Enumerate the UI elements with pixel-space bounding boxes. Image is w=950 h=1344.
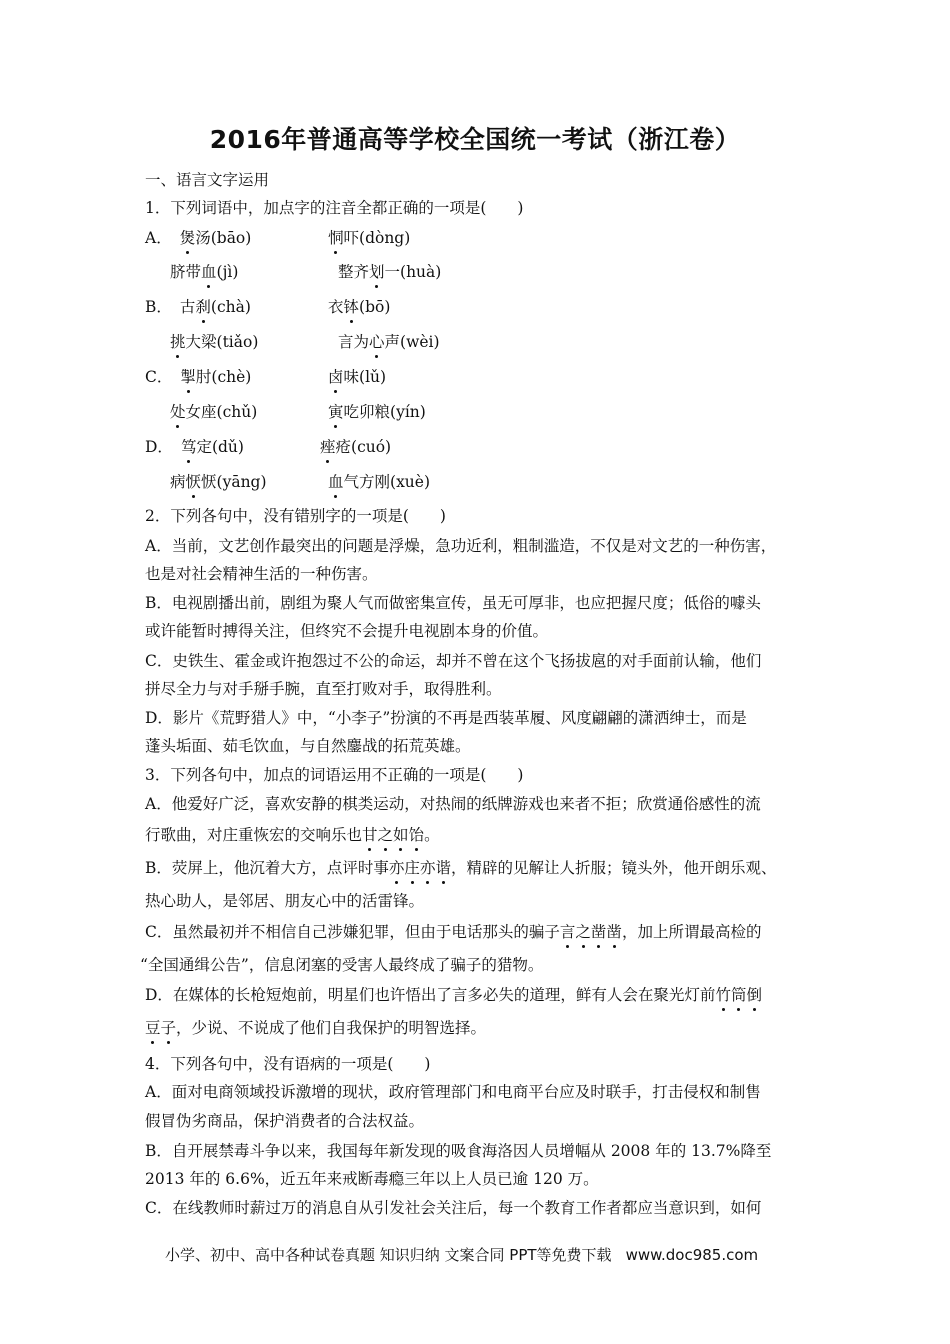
dotted-char: 卤 (328, 368, 344, 386)
dotted-char: 饴 (408, 826, 425, 844)
dotted-char: 竹 (715, 986, 731, 1004)
dotted-char: 血 (328, 473, 344, 491)
page-title: 2016年普通高等学校全国统一考试（浙江卷） (209, 125, 741, 154)
q1-option-b-row2: 挑大梁(tiǎo) 言为心声(wèi) (170, 333, 440, 351)
question-1-stem: 1．下列词语中，加点字的注音全都正确的一项是( ) (145, 199, 524, 217)
q4-option-b-line2: 2013 年的 6.6%，近五年来戒断毒瘾三年以上人员已逾 120 万。 (145, 1170, 599, 1188)
dotted-char: 处 (170, 403, 186, 421)
q4-option-a-line1: A．面对电商领域投诉激增的现状，政府管理部门和电商平台应及时联手，打击侵权和制售 (145, 1083, 761, 1101)
q2-option-d-line1: D．影片《荒野猎人》中，“小李子”扮演的不再是西装革履、风度翩翩的潇洒绅士，而是 (145, 709, 747, 727)
q1-option-a-word4: 整齐划一(huà) (338, 263, 442, 281)
q2-option-c-line1: C．史铁生、霍金或许抱怨过不公的命运，却并不曾在这个飞扬拔扈的对手面前认输，他们 (145, 652, 762, 670)
dotted-char: 心 (369, 333, 385, 351)
q1-option-b-row1: B． 古刹(chà) 衣钵(bō) (145, 298, 391, 316)
question-2-stem: 2．下列各句中，没有错别字的一项是( ) (145, 507, 446, 525)
dotted-char: 笃 (180, 438, 197, 456)
footer-link[interactable]: www.doc985.com (625, 1246, 759, 1264)
dotted-char: 之 (377, 826, 394, 844)
dotted-phrase (560, 923, 622, 941)
q1-option-c-row2: 处女座(chǔ) 寅吃卯粮(yín) (170, 403, 426, 421)
q1-option-b-word2: 衣钵(bō) (328, 298, 391, 316)
q4-option-b-line1: B．自开展禁毒斗争以来，我国每年新发现的吸食海洛因人员增幅从 2008 年的 13.7%降至 (145, 1142, 772, 1160)
dotted-char: 豆 (145, 1019, 161, 1037)
dotted-char: 凿 (606, 923, 622, 941)
q4-option-a-line2: 假冒伪劣商品，保护消费者的合法权益。 (145, 1112, 425, 1130)
q3-option-d-line1: D．在媒体的长枪短炮前，明星们也许悟出了言多必失的道理，鲜有人会在聚光灯前竹筒倒 (145, 986, 762, 1004)
dotted-phrase (145, 1019, 176, 1037)
footer (165, 1244, 758, 1265)
q1-option-c-word4: 寅吃卯粮(yín) (328, 403, 426, 421)
q4-option-c-line1: C．在线教师时薪过万的消息自从引发社会关注后，每一个教育工作者都应当意识到，如何 (145, 1199, 762, 1217)
dotted-phrase (362, 826, 424, 844)
dotted-char: 血 (201, 263, 217, 281)
q1-option-label: A． (145, 229, 172, 247)
q1-option-c-word2: 卤味(lǔ) (328, 368, 387, 386)
dotted-char: 煲 (179, 229, 196, 247)
q2-option-b-line2: 或许能暂时搏得关注，但终究不会提升电视剧本身的价值。 (145, 622, 549, 640)
q3-option-c-line1: C．虽然最初并不相信自己涉嫌犯罪，但由于电话那头的骗子言之凿凿，加上所谓最高检的 (145, 923, 762, 941)
dotted-char: 言 (559, 923, 576, 941)
q1-option-b-word4: 言为心声(wèi) (338, 333, 440, 351)
q1-option-a-word2: 恫吓(dòng) (328, 229, 411, 247)
dotted-char: 钵 (343, 298, 360, 316)
q1-option-c-row1: C． 掣肘(chè) 卤味(lǔ) (145, 368, 387, 386)
dotted-char: 庄 (404, 859, 420, 877)
q1-option-d-word2: 痤疮(cuó) (320, 438, 392, 456)
dotted-char: 谐 (435, 859, 451, 877)
dotted-char: 甘 (362, 826, 378, 844)
dotted-char: 挑 (170, 333, 186, 351)
q2-option-a-line2: 也是对社会精神生活的一种伤害。 (145, 565, 378, 583)
q3-option-c-line2: “全国通缉公告”，信息闭塞的受害人最终成了骗子的猎物。 (140, 956, 544, 974)
q1-option-a-row1: A． 煲汤(bāo) 恫吓(dòng) (145, 229, 411, 247)
q1-option-d-row1: D． 笃定(dǔ) 痤疮(cuó) (145, 438, 392, 456)
dotted-char: 筒 (730, 986, 747, 1004)
dotted-char: 亦 (419, 859, 436, 877)
q2-option-a-line1: A．当前，文艺创作最突出的问题是浮燥，急功近利，粗制滥造，不仅是对文艺的一种伤害， (145, 537, 777, 555)
q2-option-b-line1: B．电视剧播出前，剧组为聚人气而做密集宣传，虽无可厚非，也应把握尺度；低俗的噱头 (145, 594, 761, 612)
dotted-phrase (715, 986, 762, 1004)
q2-option-d-line2: 蓬头垢面、茹毛饮血，与自然鏖战的拓荒英雄。 (145, 737, 471, 755)
dotted-char: 如 (393, 826, 409, 844)
q3-option-b-line2: 热心助人，是邻居、朋友心中的活雷锋。 (145, 892, 425, 910)
dotted-char: 亦 (388, 859, 405, 877)
q3-option-b-line1: B．荧屏上，他沉着大方，点评时事亦庄亦谐，精辟的见解让人折服；镜头外，他开朗乐观、 (145, 859, 777, 877)
dotted-char: 寅 (328, 403, 344, 421)
dotted-char: 子 (160, 1019, 177, 1037)
footer-text: 小学、初中、高中各种试卷真题 知识归纳 文案合同 PPT等免费下载 (165, 1246, 612, 1264)
q3-option-a-line1: A．他爱好广泛，喜欢安静的棋类运动，对热闹的纸牌游戏也来者不拒；欣赏通俗感性的流 (145, 795, 761, 813)
q1-option-a-row2: 脐带血(jì) 整齐划一(huà) (170, 263, 442, 281)
q3-option-a-line2: 行歌曲，对庄重恢宏的交响乐也甘之如饴。 (145, 826, 440, 844)
q1-option-d-row2: 病恹恹(yāng) 血气方刚(xuè) (170, 473, 431, 491)
q3-option-d-line2: 豆子，少说、不说成了他们自我保护的明智选择。 (145, 1019, 487, 1037)
q1-option-d-word4: 血气方刚(xuè) (328, 473, 431, 491)
dotted-char: 之 (575, 923, 591, 941)
section-heading: 一、语言文字运用 (145, 171, 270, 189)
dotted-char: 划 (369, 263, 385, 281)
dotted-char: 恹 (185, 473, 202, 491)
dotted-char: 刹 (195, 298, 211, 316)
dotted-char: 倒 (746, 986, 762, 1004)
dotted-char: 痤 (320, 438, 336, 456)
question-4-stem: 4．下列各句中，没有语病的一项是( ) (145, 1055, 431, 1073)
dotted-phrase (389, 859, 451, 877)
dotted-char: 掣 (180, 368, 196, 386)
question-3-stem: 3．下列各句中，加点的词语运用不正确的一项是( ) (145, 766, 524, 784)
dotted-char: 凿 (590, 923, 607, 941)
q2-option-c-line2: 拼尽全力与对手掰手腕，直至打败对手，取得胜利。 (145, 680, 502, 698)
dotted-char: 恫 (328, 229, 344, 247)
